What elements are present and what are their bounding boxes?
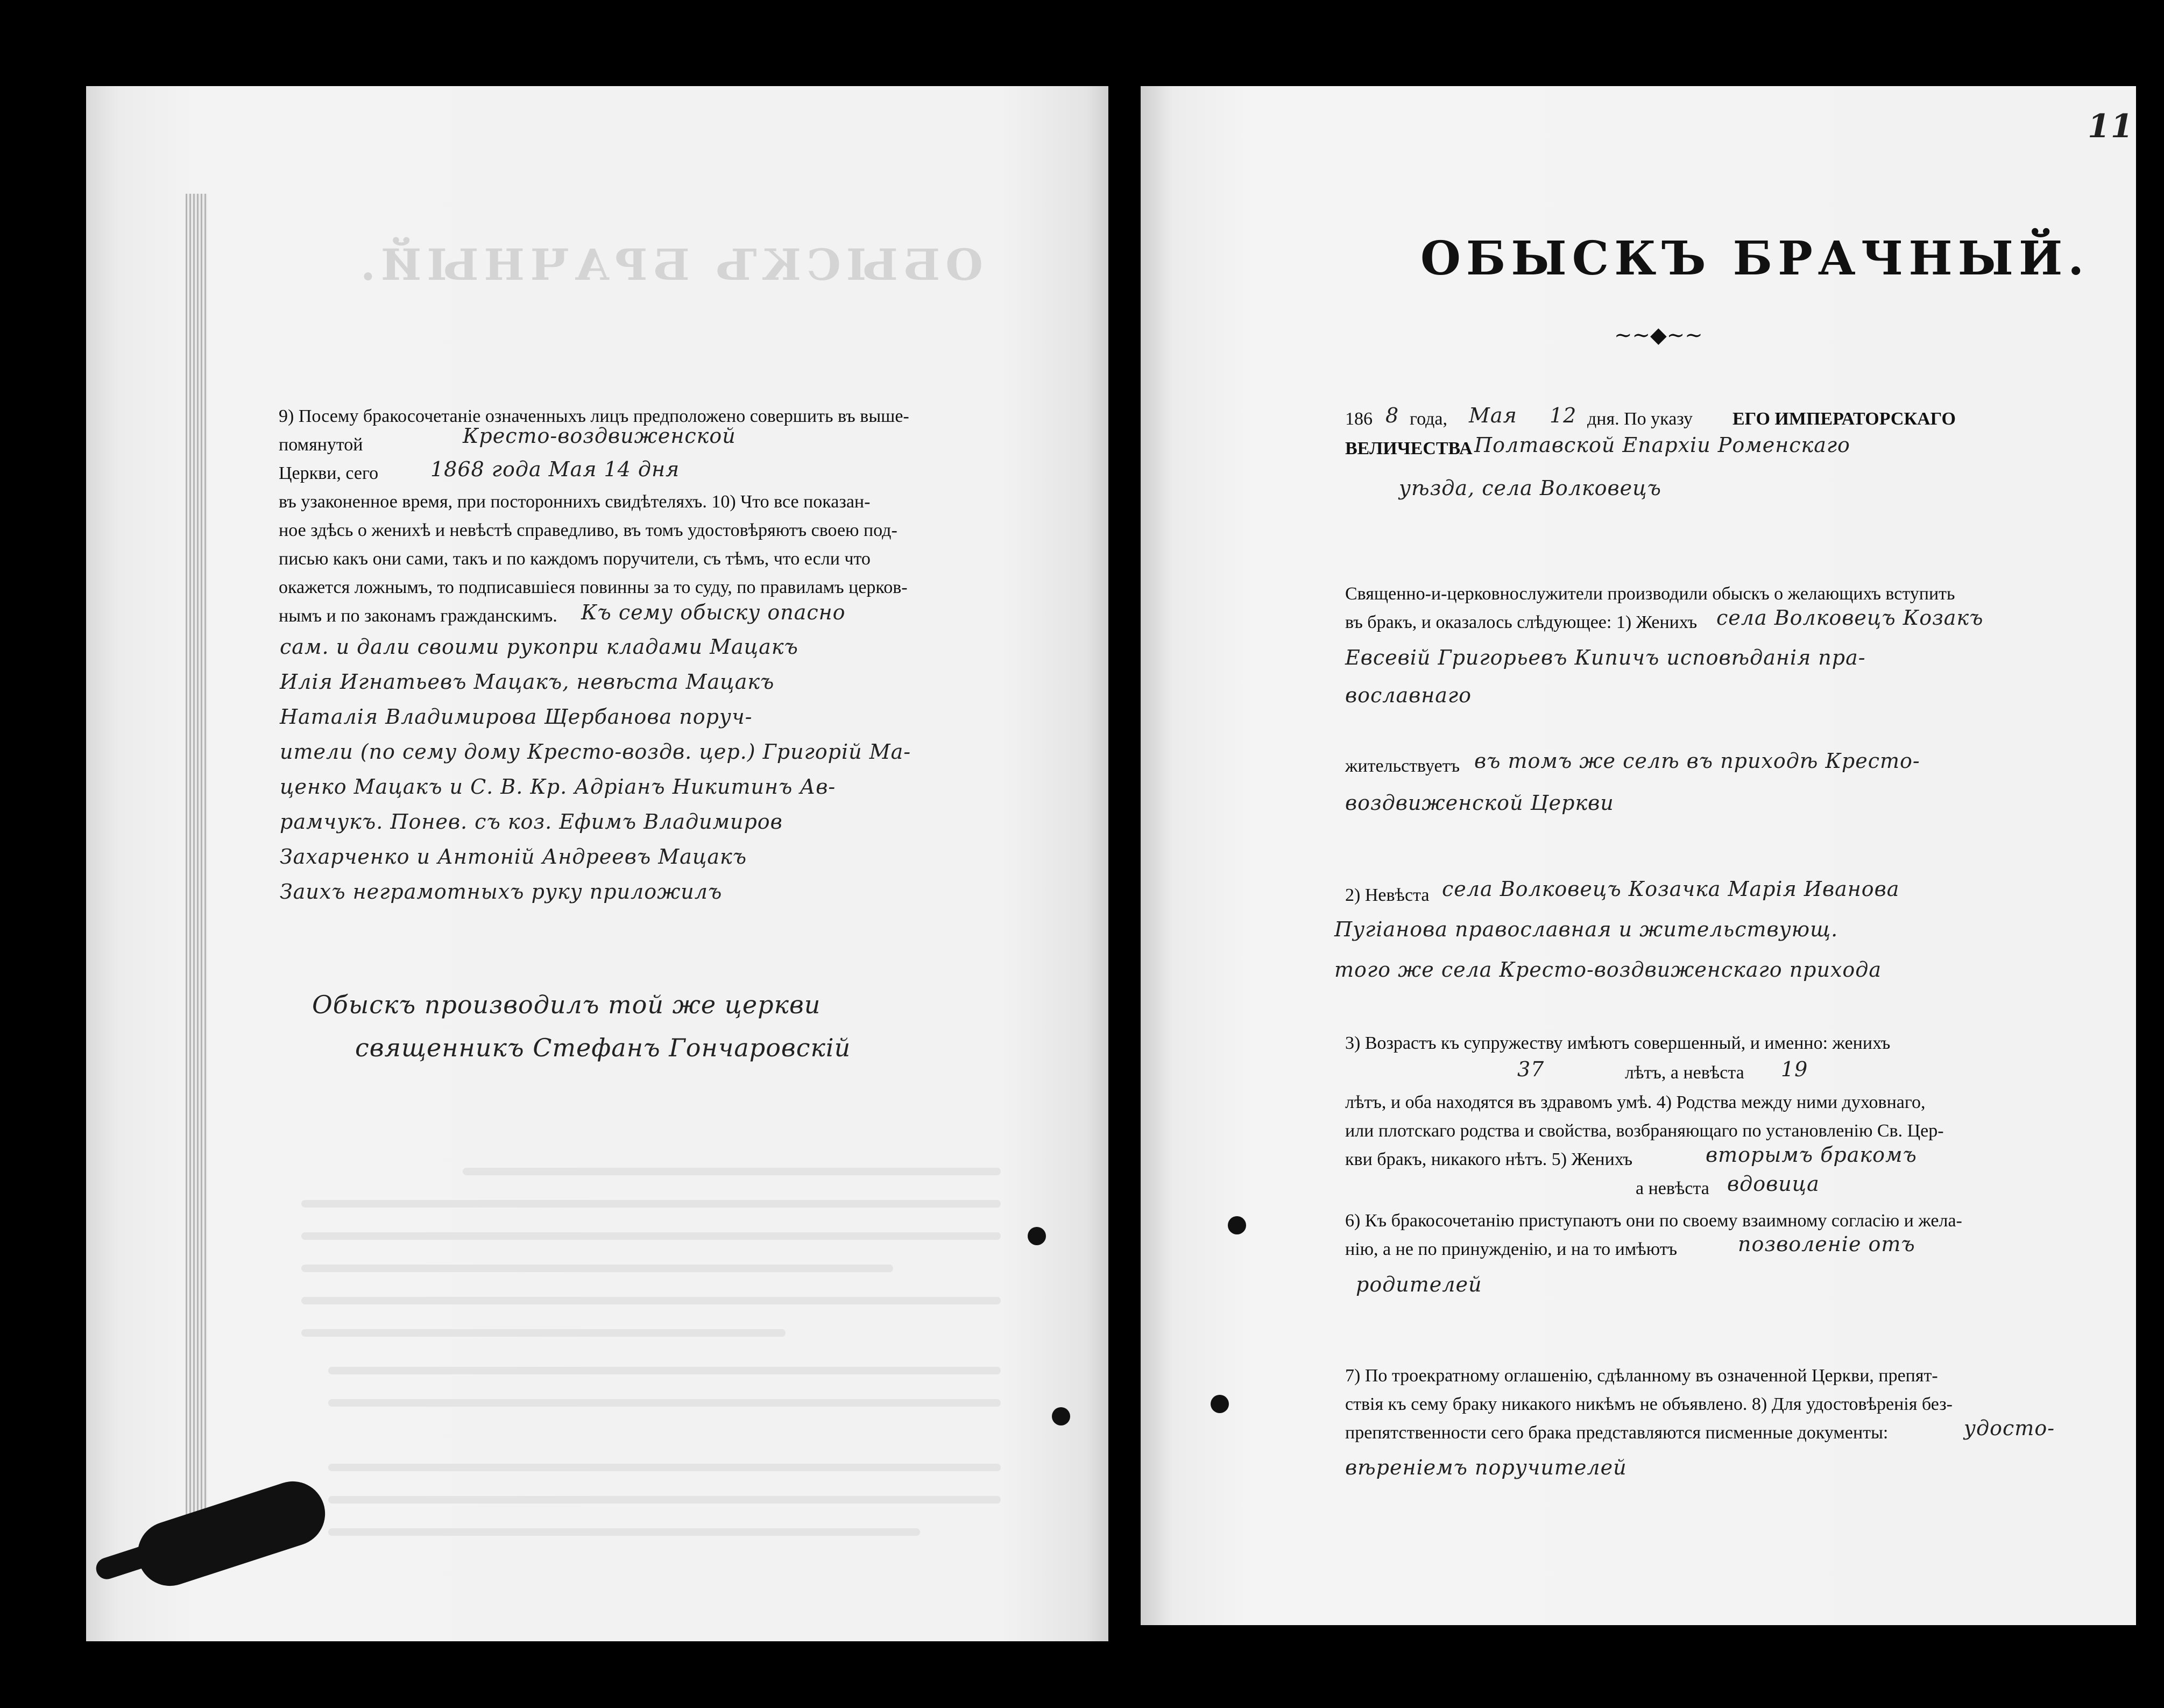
p4-label: 2) Невѣста — [1345, 885, 1430, 905]
bleed-through-line — [328, 1464, 1001, 1471]
punch-hole — [1028, 1227, 1046, 1245]
hand-line-2: сам. и дали своими рукопри кладами Мацакъ — [280, 635, 798, 659]
hand-church: Кресто-воздвиженской — [463, 424, 736, 448]
p7-line-1: 7) По троекратному оглашенію, сдѣланному въ означенной Церкви, препят- — [1345, 1366, 1938, 1386]
bleed-through-line — [463, 1168, 1001, 1175]
p2-line-1: Священно-и-церковнослужители производили обыскъ о желающихъ вступить — [1345, 584, 1955, 604]
bleed-through-line — [301, 1329, 786, 1337]
p1-a: года, — [1410, 409, 1448, 429]
punch-hole — [1211, 1395, 1229, 1413]
hand-bottom-2: священникъ Стефанъ Гончаровскій — [355, 1033, 851, 1062]
p4-hand3: того же села Кресто-воздвиженскаго прихода — [1334, 958, 1882, 982]
left-line-1: 9) Посему бракосочетаніе означенныхъ лицъ предположено совершить въ выше- — [279, 406, 909, 426]
hand-line-5: ители (по сему дому Кресто-воздв. цер.) Григорій Ма- — [280, 740, 911, 764]
age-groom: 37 — [1517, 1057, 1545, 1081]
hand-line-1: Къ сему обыску опасно — [581, 601, 846, 624]
p3-hand1: въ томъ же селѣ въ приходѣ Кресто- — [1474, 749, 1920, 773]
p1-hand2: уѣзда, села Волковецъ — [1399, 476, 1661, 500]
left-page — [86, 86, 1108, 1641]
page-number: 11 — [2088, 108, 2134, 145]
ornament-icon: ~~◆~~ — [1614, 323, 1703, 348]
p2-line-2: въ бракъ, и оказалось слѣдующее: 1) Женихъ — [1345, 612, 1698, 632]
p5-line-2: лѣтъ, а невѣста — [1625, 1063, 1744, 1083]
right-page — [1141, 86, 2136, 1625]
p1-month: Мая — [1469, 404, 1517, 427]
punch-hole — [1052, 1407, 1070, 1425]
left-line-6: писью какъ они сами, такъ и по каждомъ поручители, съ тѣмъ, что если что — [279, 549, 871, 569]
bleed-through-line — [301, 1200, 1001, 1208]
left-line-7: окажется ложнымъ, то подписавшіеся повинны за то суду, по правиламъ церков- — [279, 577, 908, 597]
p7-line-2: ствія къ сему браку никакого никѣмъ не объявлено. 8) Для удостовѣренія без- — [1345, 1394, 1953, 1414]
p6-line-1: 6) Къ бракосочетанію приступаютъ они по своему взаимному согласію и жела- — [1345, 1211, 1962, 1231]
year-hand: 8 — [1385, 404, 1399, 427]
p7-line-3: препятственности сего брака представляются писменные документы: — [1345, 1423, 1889, 1443]
p7-hand1: удосто- — [1964, 1416, 2055, 1440]
p5-line-6: а невѣста — [1636, 1178, 1709, 1198]
p1-b: дня. По указу — [1587, 409, 1693, 429]
p2-hand3: вославнаго — [1345, 683, 1472, 707]
binding-edge — [186, 194, 207, 1571]
p2-hand2: Евсевій Григорьевъ Кипичъ исповѣданія пра- — [1345, 646, 1866, 669]
punch-hole — [1228, 1216, 1246, 1234]
hand-date: 1868 года Мая 14 дня — [430, 457, 680, 481]
left-line-2: помянутой — [279, 435, 363, 455]
p5-hand-bride: вдовица — [1727, 1172, 1820, 1196]
p1-hand1: Полтавской Епархіи Роменскаго — [1474, 433, 1850, 457]
p6-hand2: родителей — [1356, 1273, 1482, 1296]
left-line-4: въ узаконенное время, при постороннихъ свидѣтеляхъ. 10) Что все показан- — [279, 492, 871, 512]
p3-hand2: воздвиженской Церкви — [1345, 791, 1614, 815]
hand-line-3: Илія Игнатьевъ Мацакъ, невѣста Мацакъ — [280, 670, 775, 694]
p6-hand1: позволеніе отъ — [1738, 1232, 1915, 1256]
p1-bold2: ВЕЛИЧЕСТВА — [1345, 439, 1473, 458]
hand-line-4: Наталія Владимирова Щербанова поруч- — [280, 705, 753, 729]
hand-line-9: Заихъ неграмотныхъ руку приложилъ — [280, 880, 723, 904]
page-title: ОБЫСКЪ БРАЧНЫЙ. — [1420, 231, 2090, 286]
bleed-through-line — [328, 1367, 1001, 1374]
hand-line-6: ценко Мацакъ и С. В. Кр. Адріанъ Никитинъ Ав- — [280, 775, 836, 799]
p6-line-2: нію, а не по принужденію, и на то имѣютъ — [1345, 1239, 1678, 1259]
left-line-3: Церкви, сего — [279, 463, 379, 483]
bleed-through-line — [301, 1265, 893, 1272]
bleed-through-line — [328, 1496, 1001, 1504]
age-bride: 19 — [1781, 1057, 1808, 1081]
year-prefix: 186 — [1345, 409, 1373, 429]
p5-line-5: кви бракъ, никакого нѣтъ. 5) Женихъ — [1345, 1149, 1633, 1169]
p2-hand1: села Волковецъ Козакъ — [1716, 606, 1984, 630]
bleed-through-line — [301, 1232, 1001, 1240]
hand-line-7: рамчукъ. Понев. съ коз. Ефимъ Владимиров — [280, 810, 783, 834]
p5-line-4: или плотскаго родства и свойства, возбраняющаго по установленію Св. Цер- — [1345, 1121, 1944, 1141]
mirrored-title: ОБЫСКЪ БРАЧНЫЙ. — [355, 239, 983, 290]
left-line-8: нымъ и по законамъ гражданскимъ. — [279, 606, 557, 626]
p7-hand2: вѣреніемъ поручителей — [1345, 1456, 1627, 1479]
p3-label: жительствуетъ — [1345, 756, 1460, 776]
p5-hand-groom: вторымъ бракомъ — [1706, 1143, 1917, 1167]
bleed-through-line — [328, 1528, 920, 1536]
p4-hand2: Пугіанова православная и жительствующ. — [1334, 917, 1838, 941]
p1-bold: ЕГО ИМПЕРАТОРСКАГО — [1732, 409, 1956, 429]
p4-hand1: села Волковецъ Козачка Марія Иванова — [1442, 877, 1900, 901]
left-line-5: ное здѣсь о женихѣ и невѣстѣ справедливо, въ томъ удостовѣряютъ своею под- — [279, 520, 897, 540]
bleed-through-line — [301, 1297, 1001, 1304]
hand-line-8: Захарченко и Антоній Андреевъ Мацакъ — [280, 845, 747, 869]
p5-line-1: 3) Возрастъ къ супружеству имѣютъ совершенный, и именно: женихъ — [1345, 1033, 1891, 1053]
p1-day: 12 — [1550, 404, 1577, 427]
hand-bottom-1: Обыскъ производилъ той же церкви — [312, 990, 821, 1019]
p5-line-3: лѣтъ, и оба находятся въ здравомъ умѣ. 4) Родства между ними духовнаго, — [1345, 1092, 1926, 1112]
bleed-through-line — [328, 1399, 1001, 1407]
